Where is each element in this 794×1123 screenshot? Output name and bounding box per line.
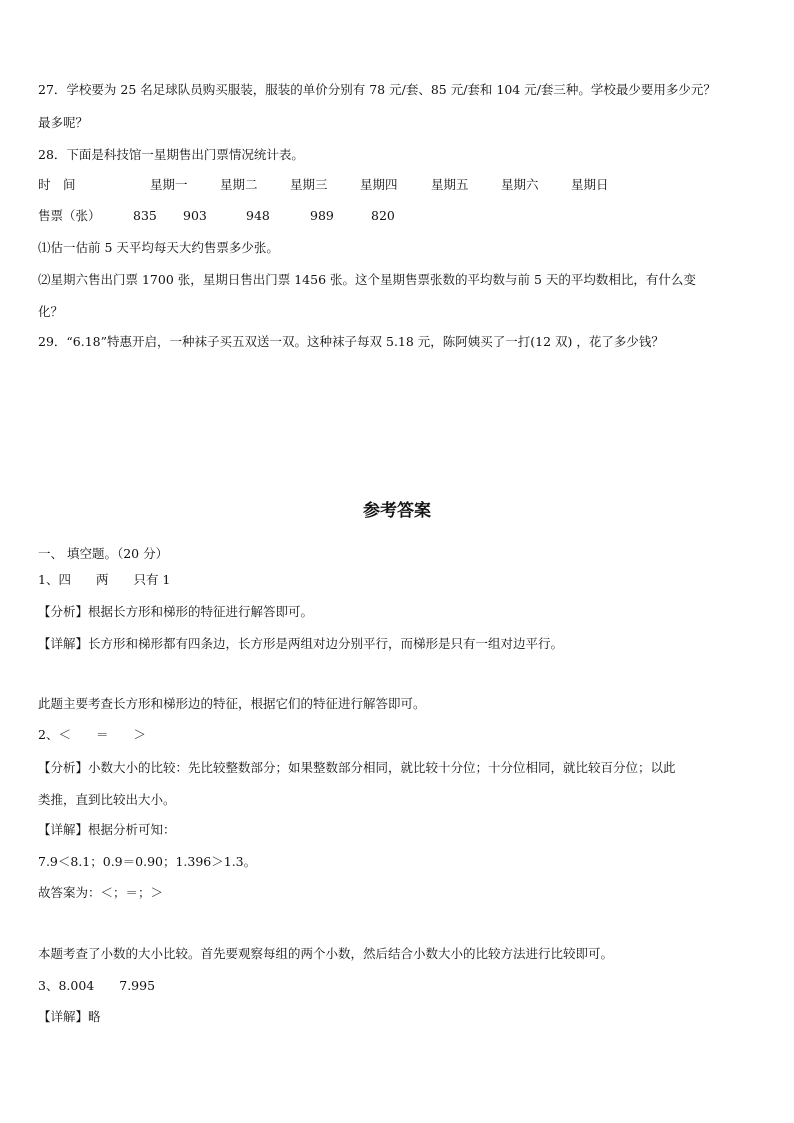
table-cell: 989 <box>310 208 334 223</box>
q28-part-2-line-1: ⑵星期六售出门票 1700 张，星期日售出门票 1456 张。这个星期售票张数的平均数与前 5 天的平均数相比，有什么变 <box>38 272 696 287</box>
answer-3-detail: 【详解】略 <box>38 1009 101 1024</box>
q28-part-1: ⑴估一估前 5 天平均每天大约售票多少张。 <box>38 240 279 255</box>
table-cell: 820 <box>371 208 395 223</box>
section-1-heading: 一、 填空题。（20 分） <box>38 546 169 561</box>
answers-title: 参考答案 <box>363 501 431 521</box>
table-cell: 星期六 <box>501 177 539 192</box>
answer-2-analysis-line-2: 类推，直到比较出大小。 <box>38 792 176 807</box>
table-cell: 835 <box>133 208 157 223</box>
table-cell: 903 <box>183 208 207 223</box>
table-cell: 星期二 <box>220 177 258 192</box>
table-cell: 星期五 <box>431 177 469 192</box>
answer-1: 1、四 两 只有 1 <box>38 572 171 587</box>
answer-2: 2、＜ ＝ ＞ <box>38 727 146 742</box>
table-cell: 星期一 <box>150 177 188 192</box>
answer-2-analysis-line-1: 【分析】小数大小的比较：先比较整数部分；如果整数部分相同，就比较十分位；十分位相同，就比较百分位；以此 <box>38 760 676 775</box>
answer-2-detail: 【详解】根据分析可知： <box>38 822 176 837</box>
table-cell: 星期四 <box>360 177 398 192</box>
q29: 29．“6.18”特惠开启，一种袜子买五双送一双。这种袜子每双 5.18 元，陈阿姨买了一打(12 双) ，花了多少钱？ <box>38 334 664 349</box>
q28-part-2-line-2: 化？ <box>38 304 64 319</box>
answer-1-summary: 此题主要考查长方形和梯形边的特征，根据它们的特征进行解答即可。 <box>38 696 426 711</box>
q27-line-1: 27．学校要为 25 名足球队员购买服装，服装的单价分别有 78 元/套、85 元/套和 104 元/套三种。学校最少要用多少元？ <box>38 82 716 97</box>
table-cell: 星期日 <box>571 177 609 192</box>
q28-intro: 28．下面是科技馆一星期售出门票情况统计表。 <box>38 147 304 162</box>
q27-line-2: 最多呢？ <box>38 115 89 130</box>
answer-1-analysis: 【分析】根据长方形和梯形的特征进行解答即可。 <box>38 604 314 619</box>
answer-2-calc: 7.9＜8.1；0.9＝0.90；1.396＞1.3。 <box>38 854 257 869</box>
answer-3: 3、8.004 7.995 <box>38 978 156 993</box>
answer-2-summary: 本题考查了小数的大小比较。首先要观察每组的两个小数，然后结合小数大小的比较方法进行比较即可。 <box>38 946 614 961</box>
table-cell: 售票（张） <box>38 208 101 223</box>
table-cell: 星期三 <box>290 177 328 192</box>
table-cell: 时 间 <box>38 177 76 192</box>
table-cell: 948 <box>246 208 270 223</box>
answer-1-detail: 【详解】长方形和梯形都有四条边，长方形是两组对边分别平行，而梯形是只有一组对边平行。 <box>38 636 564 651</box>
answer-2-result: 故答案为：＜；＝；＞ <box>38 885 164 900</box>
